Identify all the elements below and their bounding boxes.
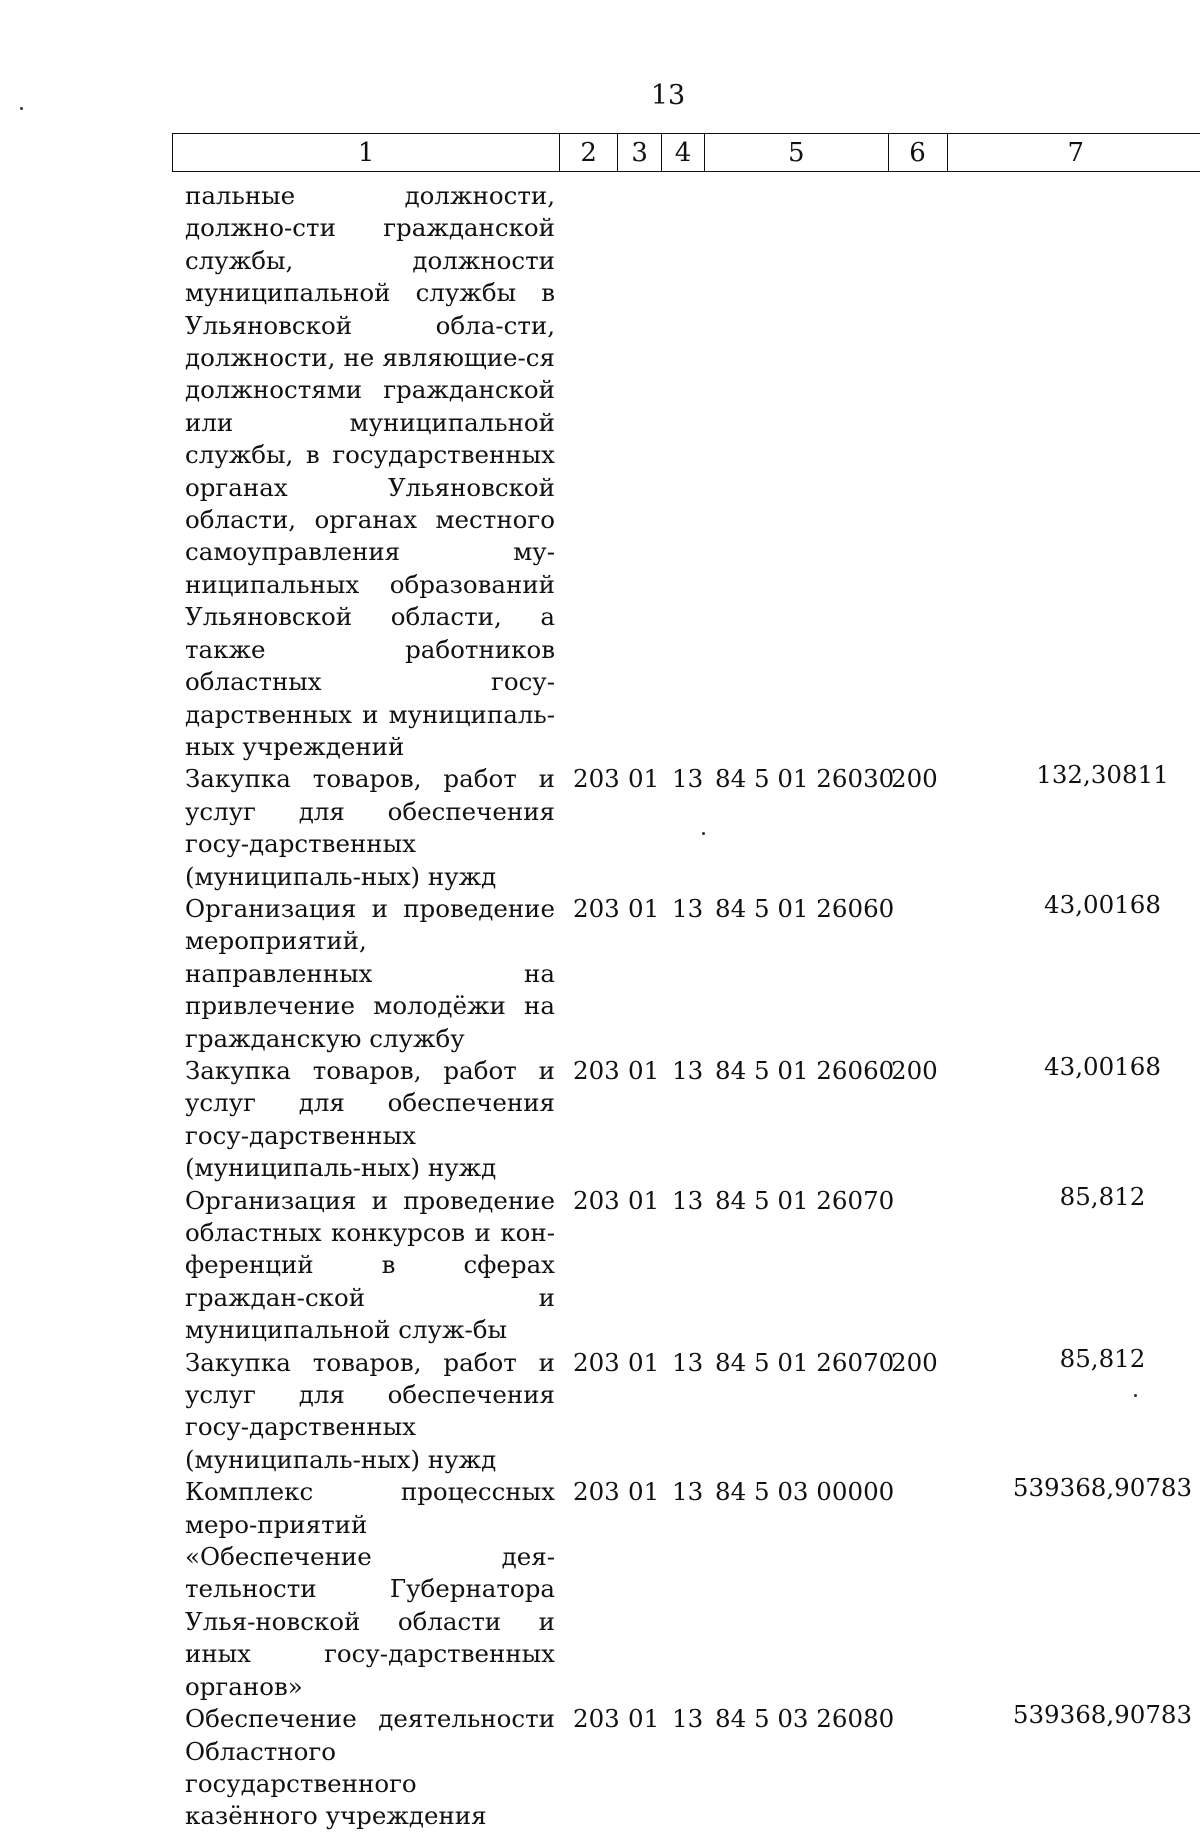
- code-ministry: 203: [573, 1477, 620, 1507]
- column-header-2: 2: [560, 134, 618, 171]
- table-row: [185, 1473, 1195, 1703]
- row-amount: 132,30811: [1036, 760, 1169, 790]
- row-description: Закупка товаров, работ и услуг для обеспечения госу-дарственных (муниципаль-ных) нужд: [185, 764, 555, 891]
- table-row: [185, 889, 1195, 1055]
- row-codes: [573, 1055, 941, 1087]
- column-header-3: 3: [618, 134, 662, 171]
- code-expense-type: 200: [891, 764, 938, 794]
- row-codes: [573, 1185, 941, 1217]
- row-description: Комплекс процессных меро-приятий «Обеспечение дея-тельности Губернатора Улья-новской области и иных госу-дарственных органов»: [185, 1477, 555, 1701]
- column-header-7: 7: [1067, 138, 1085, 168]
- row-amount: 43,00168: [1044, 1051, 1161, 1081]
- page-number: 13: [650, 80, 686, 111]
- row-codes: [573, 1476, 941, 1508]
- code-ministry: 203: [573, 1704, 620, 1734]
- code-target-article: 84 5 01 26060: [715, 893, 895, 923]
- column-header-6: 6: [889, 134, 948, 171]
- column-header-5: 5: [705, 134, 889, 171]
- table-row: [185, 1343, 1195, 1477]
- code-subsection: 13: [672, 1347, 704, 1377]
- table-row: [185, 1700, 1195, 1833]
- table-row: [185, 760, 1195, 893]
- column-header-4: 4: [662, 134, 705, 171]
- code-section: 01: [628, 893, 660, 923]
- row-description: Организация и проведение мероприятий, направленных на привлечение молодёжи на гражданскую службу: [185, 893, 555, 1053]
- code-subsection: 13: [672, 1185, 704, 1215]
- code-section: 01: [628, 1347, 660, 1377]
- code-subsection: 13: [672, 1477, 704, 1507]
- row-description: Организация и проведение областных конкурсов и кон-ференций в сферах граждан-ской и муниципальной служ-бы: [185, 1185, 555, 1345]
- row-codes: [573, 1347, 941, 1379]
- row-codes: [573, 180, 941, 212]
- code-section: 01: [628, 1055, 660, 1085]
- code-ministry: 203: [573, 893, 620, 923]
- code-ministry: 203: [573, 1185, 620, 1215]
- code-subsection: 13: [672, 764, 704, 794]
- table-row: [185, 1181, 1195, 1347]
- row-description: пальные должности, должно-сти гражданской службы, должности муниципальной службы в Ульяновской обла-сти, должности, не являющие-ся должностями гражданской или муниципальной службы, в государственных органах Ульяновской области, органах местного самоуправления му-ниципальных образований Ульяновской области, а также работников областных госу-дарственных и муниципаль-ных учреждений: [185, 181, 555, 761]
- column-header-1: 1: [173, 134, 560, 171]
- table-row: [185, 1051, 1195, 1185]
- row-description: Закупка товаров, работ и услуг для обеспечения госу-дарственных (муниципаль-ных) нужд: [185, 1347, 555, 1474]
- code-ministry: 203: [573, 764, 620, 794]
- row-codes: [573, 893, 941, 925]
- row-codes: [573, 1703, 941, 1735]
- budget-table-body: [185, 180, 1195, 1833]
- code-target-article: 84 5 03 00000: [715, 1477, 895, 1507]
- row-codes: [573, 763, 941, 795]
- code-expense-type: 200: [891, 1055, 938, 1085]
- code-target-article: 84 5 01 26070: [715, 1347, 895, 1377]
- code-section: 01: [628, 1477, 660, 1507]
- code-target-article: 84 5 01 26060: [715, 1055, 895, 1085]
- row-description: Обеспечение деятельности Областного государственного казённого учреждения: [185, 1704, 555, 1831]
- code-target-article: 84 5 01 26070: [715, 1185, 895, 1215]
- row-amount: 539368,90783: [1012, 1700, 1193, 1730]
- code-section: 01: [628, 1185, 660, 1215]
- row-amount: 539368,90783: [1012, 1473, 1193, 1503]
- code-subsection: 13: [672, 1704, 704, 1734]
- code-section: 01: [628, 1704, 660, 1734]
- row-amount: 43,00168: [1044, 889, 1161, 919]
- row-description: Закупка товаров, работ и услуг для обеспечения госу-дарственных (муниципаль-ных) нужд: [185, 1055, 555, 1183]
- code-ministry: 203: [573, 1347, 620, 1377]
- code-section: 01: [628, 764, 660, 794]
- row-amount: 85,812: [1059, 1343, 1146, 1373]
- column-header-row: [172, 133, 1200, 172]
- row-amount: 85,812: [1059, 1181, 1146, 1211]
- code-subsection: 13: [672, 893, 704, 923]
- table-row: [185, 180, 1195, 763]
- code-subsection: 13: [672, 1055, 704, 1085]
- code-target-article: 84 5 01 26030: [715, 764, 895, 794]
- code-ministry: 203: [573, 1055, 620, 1085]
- code-target-article: 84 5 03 26080: [715, 1704, 895, 1734]
- code-expense-type: 200: [891, 1347, 938, 1377]
